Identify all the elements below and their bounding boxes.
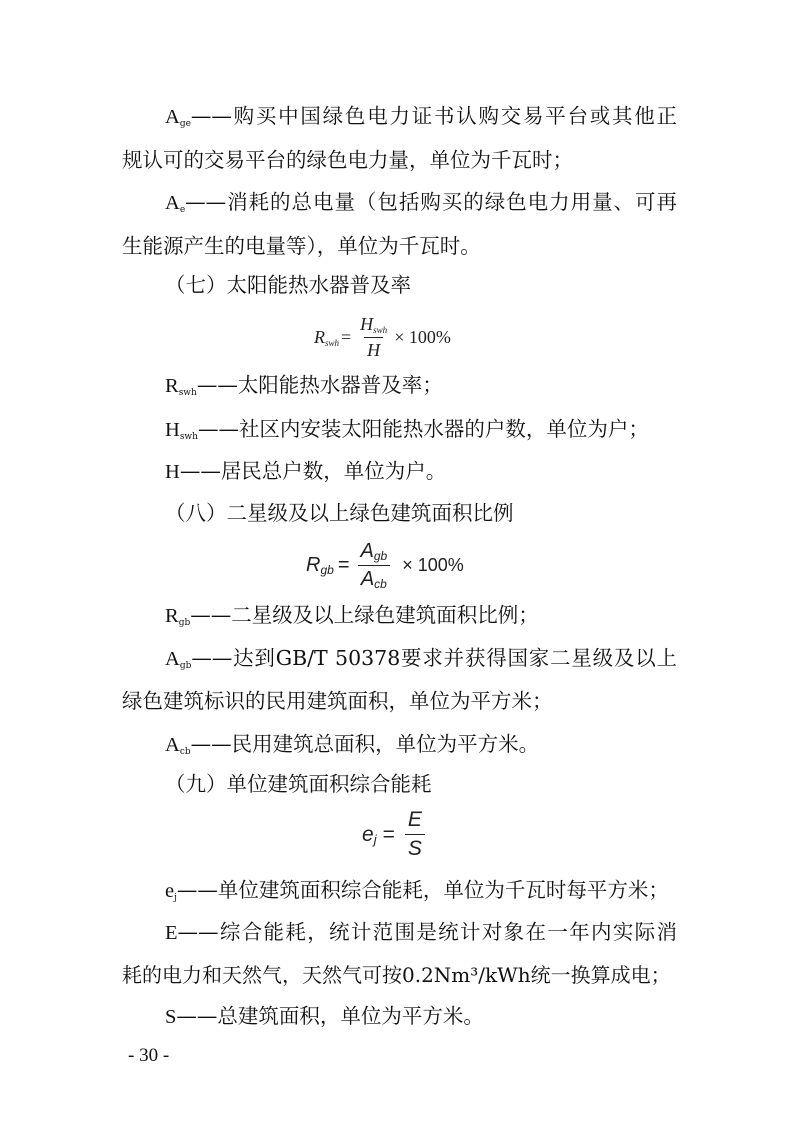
equals-sign: = [337,554,350,576]
formula-lhs: $R_{gb}$ [306,554,334,577]
equals-sign: = [382,822,395,846]
fraction [357,314,390,361]
denominator: $A_{cb}$ [358,565,390,591]
numerator: $A_{gb}$ [360,540,388,563]
fraction [358,540,391,591]
multiplier: × 100% [394,327,451,347]
section-heading-9: （九）单位建筑面积综合能耗 [165,772,432,796]
definition-a-ge-cont: 规认可的交易平台的绿色电力量，单位为千瓦时； [122,148,573,172]
denominator: H [364,337,383,361]
definition-e: E——综合能耗，统计范围是统计对象在一年内实际消 [165,920,677,944]
definition-e-j: $e_j——$单位建筑面积综合能耗，单位为千瓦时每平方米； [165,878,669,903]
numerator: $H_{swh}$ [360,314,388,335]
formula-green-building [306,540,464,591]
formula-solar-water-heater [314,314,451,361]
multiplier: × 100% [402,555,464,575]
equals-sign: = [341,327,352,347]
definition-a-e-cont: 生能源产生的电量等），单位为千瓦时。 [122,234,481,258]
definition-a-ge: $A_{ge}——$购买中国绿色电力证书认购交易平台或其他正 [165,104,677,129]
page-number: - 30 - [128,1045,170,1066]
section-heading-7: （七）太阳能热水器普及率 [165,273,411,297]
definition-a-cb: $A_{cb}——$民用建筑总面积，单位为平方米。 [165,732,540,757]
definition-a-gb-cont: 绿色建筑标识的民用建筑面积，单位为平方米； [122,689,553,713]
formula-lhs: $e_j$ [362,822,377,847]
denominator: S [405,834,425,861]
fraction [405,808,425,861]
definition-h-swh: $H_{swh}——$社区内安装太阳能热水器的户数，单位为户； [165,417,649,442]
definition-h: H——居民总户数，单位为户。 [165,459,447,483]
definition-r-swh: $R_{swh}——$太阳能热水器普及率； [165,373,443,398]
formula-lhs: $R_{swh}$ [314,327,340,348]
numerator: E [407,808,422,831]
section-heading-8: （八）二星级及以上绿色建筑面积比例 [165,501,514,525]
definition-e-cont: 耗的电力和天然气，天然气可按0.2Nm³/kWh统一换算成电； [122,963,671,987]
definition-a-e: $A_e——$消耗的总电量（包括购买的绿色电力用量、可再 [165,190,677,215]
definition-a-gb: $A_{gb}——$达到GB/T 50378要求并获得国家二星级及以上 [165,646,677,671]
definition-r-gb: $R_{gb}——$二星级及以上绿色建筑面积比例； [165,603,539,628]
definition-s: S——总建筑面积，单位为平方米。 [165,1004,484,1028]
formula-energy-per-area [362,808,429,861]
